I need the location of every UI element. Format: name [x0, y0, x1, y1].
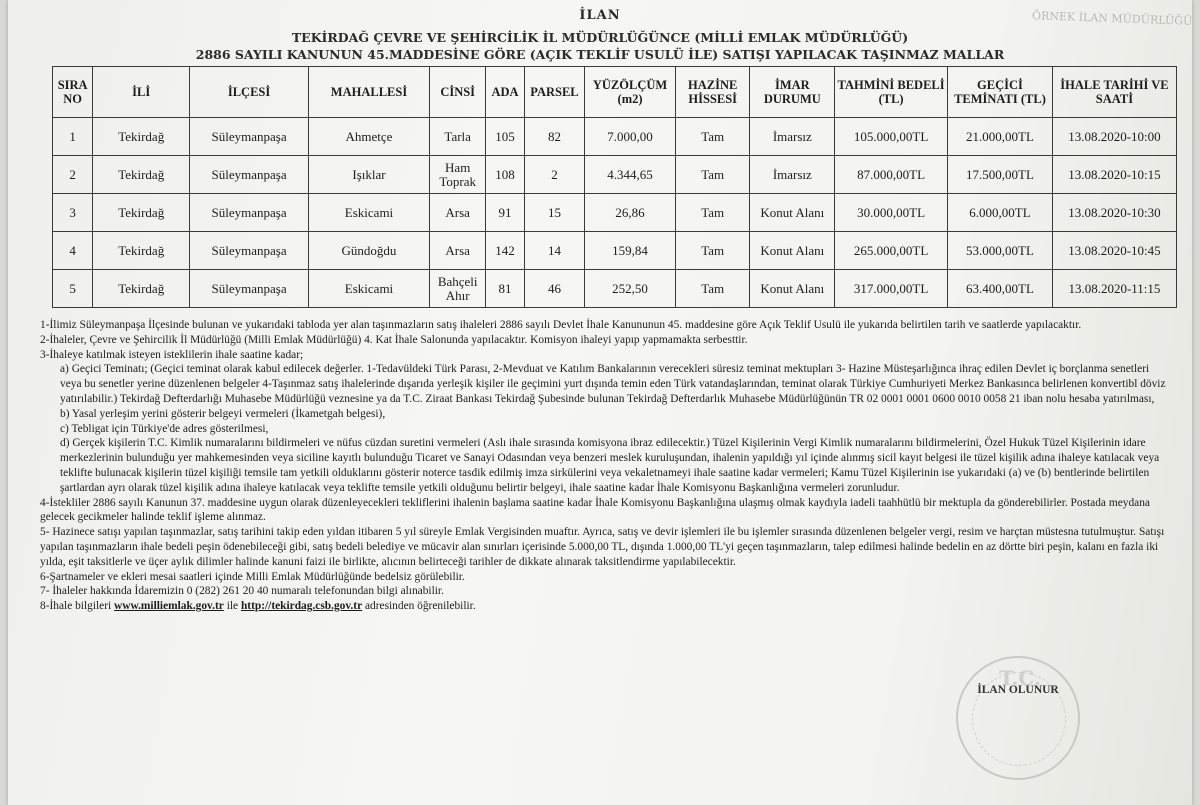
table-cell: Süleymanpaşa — [190, 270, 309, 308]
table-cell: 2 — [53, 156, 93, 194]
table-cell: 13.08.2020-11:15 — [1052, 270, 1176, 308]
table-cell: İmarsız — [750, 118, 835, 156]
table-cell: 13.08.2020-10:15 — [1052, 156, 1176, 194]
table-cell: 5 — [53, 270, 93, 308]
note-6: 6-Şartnameler ve ekleri mesai saatleri içinde Milli Emlak Müdürlüğünde bedelsiz görülebilir. — [40, 570, 465, 583]
column-header: İMAR DURUMU — [750, 67, 835, 118]
table-cell: Süleymanpaşa — [190, 232, 309, 270]
column-header: CİNSİ — [429, 67, 485, 118]
table-cell: Eskicami — [309, 270, 430, 308]
table-cell: 252,50 — [585, 270, 676, 308]
issuer-heading: TEKİRDAĞ ÇEVRE VE ŞEHİRCİLİK İL MÜDÜRLÜĞÜNCE (MİLLİ EMLAK MÜDÜRLÜĞÜ) — [291, 30, 909, 45]
table-cell: 13.08.2020-10:00 — [1052, 118, 1176, 156]
note-2: 2-İhaleler, Çevre ve Şehircilik İl Müdürlüğü (Milli Emlak Müdürlüğü) 4. Kat İhale Salonunda yapılacaktır. Komisyon ihaleyi yapıp yapmamakta serbesttir. — [40, 333, 748, 346]
table-header-row — [53, 67, 1177, 118]
table-cell: Tekirdağ — [93, 118, 190, 156]
column-header: TAHMİNİ BEDELİ (TL) — [835, 67, 948, 118]
table-cell: 4.344,65 — [585, 156, 676, 194]
table-cell: 15 — [524, 194, 584, 232]
document-title: İLAN — [579, 8, 621, 23]
table-cell: Tam — [675, 118, 750, 156]
table-row — [53, 156, 1177, 194]
table-cell: 91 — [486, 194, 524, 232]
note-3c: c) Tebligat için Türkiye'de adres gösterilmesi, — [60, 422, 269, 435]
table-cell: Konut Alanı — [750, 194, 835, 232]
table-cell: Konut Alanı — [750, 270, 835, 308]
table-cell: 82 — [524, 118, 584, 156]
table-cell: Ahmetçe — [309, 118, 430, 156]
column-header: ADA — [486, 67, 524, 118]
conditions-text — [40, 318, 1170, 614]
table-cell: Tam — [675, 232, 750, 270]
tekirdag-csb-link[interactable]: http://tekirdag.csb.gov.tr — [240, 600, 363, 613]
document-page — [8, 0, 1192, 805]
property-table — [52, 66, 1177, 308]
table-cell: Arsa — [429, 194, 485, 232]
table-cell: Süleymanpaşa — [190, 118, 309, 156]
table-cell: 53.000,00TL — [948, 232, 1053, 270]
table-cell: Tam — [675, 270, 750, 308]
table-cell: Süleymanpaşa — [190, 194, 309, 232]
note-3: 3-İhaleye katılmak isteyen isteklilerin ihale saatine kadar; — [40, 348, 304, 361]
table-cell: Tekirdağ — [93, 194, 190, 232]
table-cell: İmarsız — [750, 156, 835, 194]
table-cell: 3 — [53, 194, 93, 232]
table-cell: Tekirdağ — [93, 156, 190, 194]
table-cell: 26,86 — [585, 194, 676, 232]
table-row — [53, 270, 1177, 308]
table-cell: 14 — [524, 232, 584, 270]
column-header: GEÇİCİ TEMİNATI (TL) — [948, 67, 1053, 118]
note-8 — [40, 599, 1170, 614]
table-cell: Gündoğdu — [309, 232, 430, 270]
note-3b: b) Yasal yerleşim yerini gösterir belgeyi vermeleri (İkametgah belgesi), — [60, 407, 386, 420]
table-cell: Eskicami — [309, 194, 430, 232]
table-cell: Tam — [675, 156, 750, 194]
table-cell: 7.000,00 — [585, 118, 676, 156]
table-cell: 142 — [486, 232, 524, 270]
column-header: SIRA NO — [53, 67, 93, 118]
note-8-prefix: 8-İhale bilgileri — [40, 600, 112, 613]
table-cell: 30.000,00TL — [835, 194, 948, 232]
column-header: İLÇESİ — [190, 67, 309, 118]
bleed-through-text: ÖRNEK İLAN MÜDÜRLÜĞÜ — [1031, 9, 1193, 28]
note-3d: d) Gerçek kişilerin T.C. Kimlik numaralarını bildirmeleri ve nüfus cüzdan suretini vermeleri (Aslı ihale sırasında komisyona ibraz edilecektir.) Tüzel Kişilerinin Vergi Kimlik numaralarını bildirmelerini, Özel Hukuk Tüzel Kişilerinin idare merkezlerinin bulunduğu yer mahkemesinden veya siciline kayıtlı bulunduğu Ticaret ve Sanayi Odasından veya benzeri meslek kuruluşundan, ihalenin yapıldığı yıl içinde alınmış sicil kayıt belgesi ile tüzel kişilik adına ihaleye katılacak veya teklifte bulunacak kişilerin tüzel kişiliği temsile tam yetkili olduklarını gösterir noterce tasdik edilmiş imza sirkülerini veya vekaletnameyi ihale saatine kadar vermeleri; Kamu Tüzel Kişilerinin ise yukarıdaki (a) ve (b) bentlerinde belirtilen şartlardan ayrı olarak tüzel kişilik adına ihaleye katılacak veya teklifte temsile yetkili olduğunu belirtir belgeyi, ihale saatine kadar İhale Komisyonu Başkanlığına vermeleri zorunludur. — [60, 437, 1160, 494]
table-cell: 265.000,00TL — [835, 232, 948, 270]
column-header: İHALE TARİHİ VE SAATİ — [1052, 67, 1176, 118]
note-7: 7- İhaleler hakkında İdaremizin 0 (282) 261 20 40 numaralı telefonundan bilgi alınabilir. — [40, 585, 444, 598]
table-cell: Konut Alanı — [750, 232, 835, 270]
table-cell: Tekirdağ — [93, 232, 190, 270]
note-4: 4-İstekliler 2886 sayılı Kanunun 37. maddesine uygun olarak düzenleyecekleri tekliflerini ihalenin başlama saatine kadar İhale Komisyonu Başkanlığına ulaşmış olmak kaydıyla iadeli taahhütlü bir mektupla da gönderebilirler. Postada meydana gelecek gecikmeler halinde teklif işleme alınmaz. — [40, 496, 1150, 524]
milliemlak-link[interactable]: www.milliemlak.gov.tr — [114, 600, 224, 613]
table-cell: 13.08.2020-10:30 — [1052, 194, 1176, 232]
table-cell: 4 — [53, 232, 93, 270]
table-cell: Bahçeli Ahır — [429, 270, 485, 308]
table-cell: Tekirdağ — [93, 270, 190, 308]
table-row — [53, 232, 1177, 270]
table-cell: 1 — [53, 118, 93, 156]
note-8-joiner: ile — [226, 600, 239, 613]
table-cell: Işıklar — [309, 156, 430, 194]
table-cell: Tarla — [429, 118, 485, 156]
table-cell: 105 — [486, 118, 524, 156]
table-cell: Süleymanpaşa — [190, 156, 309, 194]
table-cell: 87.000,00TL — [835, 156, 948, 194]
table-cell: Ham Toprak — [429, 156, 485, 194]
column-header: HAZİNE HİSSESİ — [675, 67, 750, 118]
table-row — [53, 118, 1177, 156]
table-cell: 63.400,00TL — [948, 270, 1053, 308]
table-cell: 159,84 — [585, 232, 676, 270]
signature-label: İLAN OLUNUR — [977, 684, 1059, 696]
note-5: 5- Hazinece satışı yapılan taşınmazlar, satış tarihini takip eden yıldan itibaren 5 yıl süreyle Emlak Vergisinden muaftır. Ayrıca, satış ve devir işlemleri ile bu işlemler sırasında düzenlenen belgeler vergi, resim ve harçtan müstesna tutulmuştur. Satışı yapılan taşınmazların ihale bedeli peşin ödenebileceği gibi, satış bedeli belediye ve mücavir alan sınırları içerisinde 5.000,00 TL, dışında 1.000,00 TL'yi geçen taşınmazların, talep edilmesi halinde bedelin en az dörtte biri peşin, kalanı en fazla iki yılda, eşit taksitlerle ve üçer aylık dilimler halinde kanuni faizi ile birlikte, alıcının belirteceği tarihler de dikkate alınarak taksitlendirme yapılabilecektir. — [40, 526, 1165, 568]
column-header: YÜZÖLÇÜM (m2) — [585, 67, 676, 118]
column-header: İLİ — [93, 67, 190, 118]
table-row — [53, 194, 1177, 232]
table-cell: 2 — [524, 156, 584, 194]
official-seal-stamp — [956, 656, 1080, 780]
table-cell: Tam — [675, 194, 750, 232]
note-1: 1-İlimiz Süleymanpaşa İlçesinde bulunan ve yukarıdaki tabloda yer alan taşınmazların satış ihaleleri 2886 sayılı Devlet İhale Kanununun 45. maddesine göre Açık Teklif Usulü ile yukarıda belirtilen tarih ve saatlerde yapılacaktır. — [40, 319, 1082, 331]
table-cell: 21.000,00TL — [948, 118, 1053, 156]
table-cell: 17.500,00TL — [948, 156, 1053, 194]
table-cell: 46 — [524, 270, 584, 308]
table-cell: 13.08.2020-10:45 — [1052, 232, 1176, 270]
note-3a: a) Geçici Teminatı; (Geçici teminat olarak kabul edilecek değerler. 1-Tedavüldeki Türk Parası, 2-Mevduat ve Katılım Bankalarının verecekleri süresiz teminat mektupları 3- Hazine Müsteşarlığınca ihraç edilen Devlet iç borçlanma senetleri veya bu senetler yerine düzenlenen belgeler 4-Taşınmaz satış ihalelerinde dışarıda yerleşik kişiler ile geçimini yurt dışında temin eden Türk vatandaşlarından, teminat olarak Türkiye Cumhuriyeti Merkez Bankasınca belirlenen konvertibl döviz yatırılabilir.) Tekirdağ Defterdarlığı Muhasebe Müdürlüğü veznesine ya da T.C. Ziraat Bankası Tekirdağ Şubesinde bulunan Tekirdağ Defterdarlık Muhasebe Müdürlüğünün TR 02 0001 0001 0600 0010 0058 21 iban nolu hesaba yatırılması, — [60, 363, 1166, 405]
table-cell: 105.000,00TL — [835, 118, 948, 156]
table-cell: 108 — [486, 156, 524, 194]
table-cell: 6.000,00TL — [948, 194, 1053, 232]
seal-emblem-text: T.C. — [999, 666, 1041, 690]
table-cell: 81 — [486, 270, 524, 308]
note-8-suffix: adresinden öğrenilebilir. — [364, 600, 476, 613]
subject-heading: 2886 SAYILI KANUNUN 45.MADDESİNE GÖRE (AÇIK TEKLİF USULÜ İLE) SATIŞI YAPILACAK TAŞINMAZ MALLAR — [195, 47, 1005, 62]
table-cell: 317.000,00TL — [835, 270, 948, 308]
column-header: PARSEL — [524, 67, 584, 118]
table-cell: Arsa — [429, 232, 485, 270]
column-header: MAHALLESİ — [309, 67, 430, 118]
